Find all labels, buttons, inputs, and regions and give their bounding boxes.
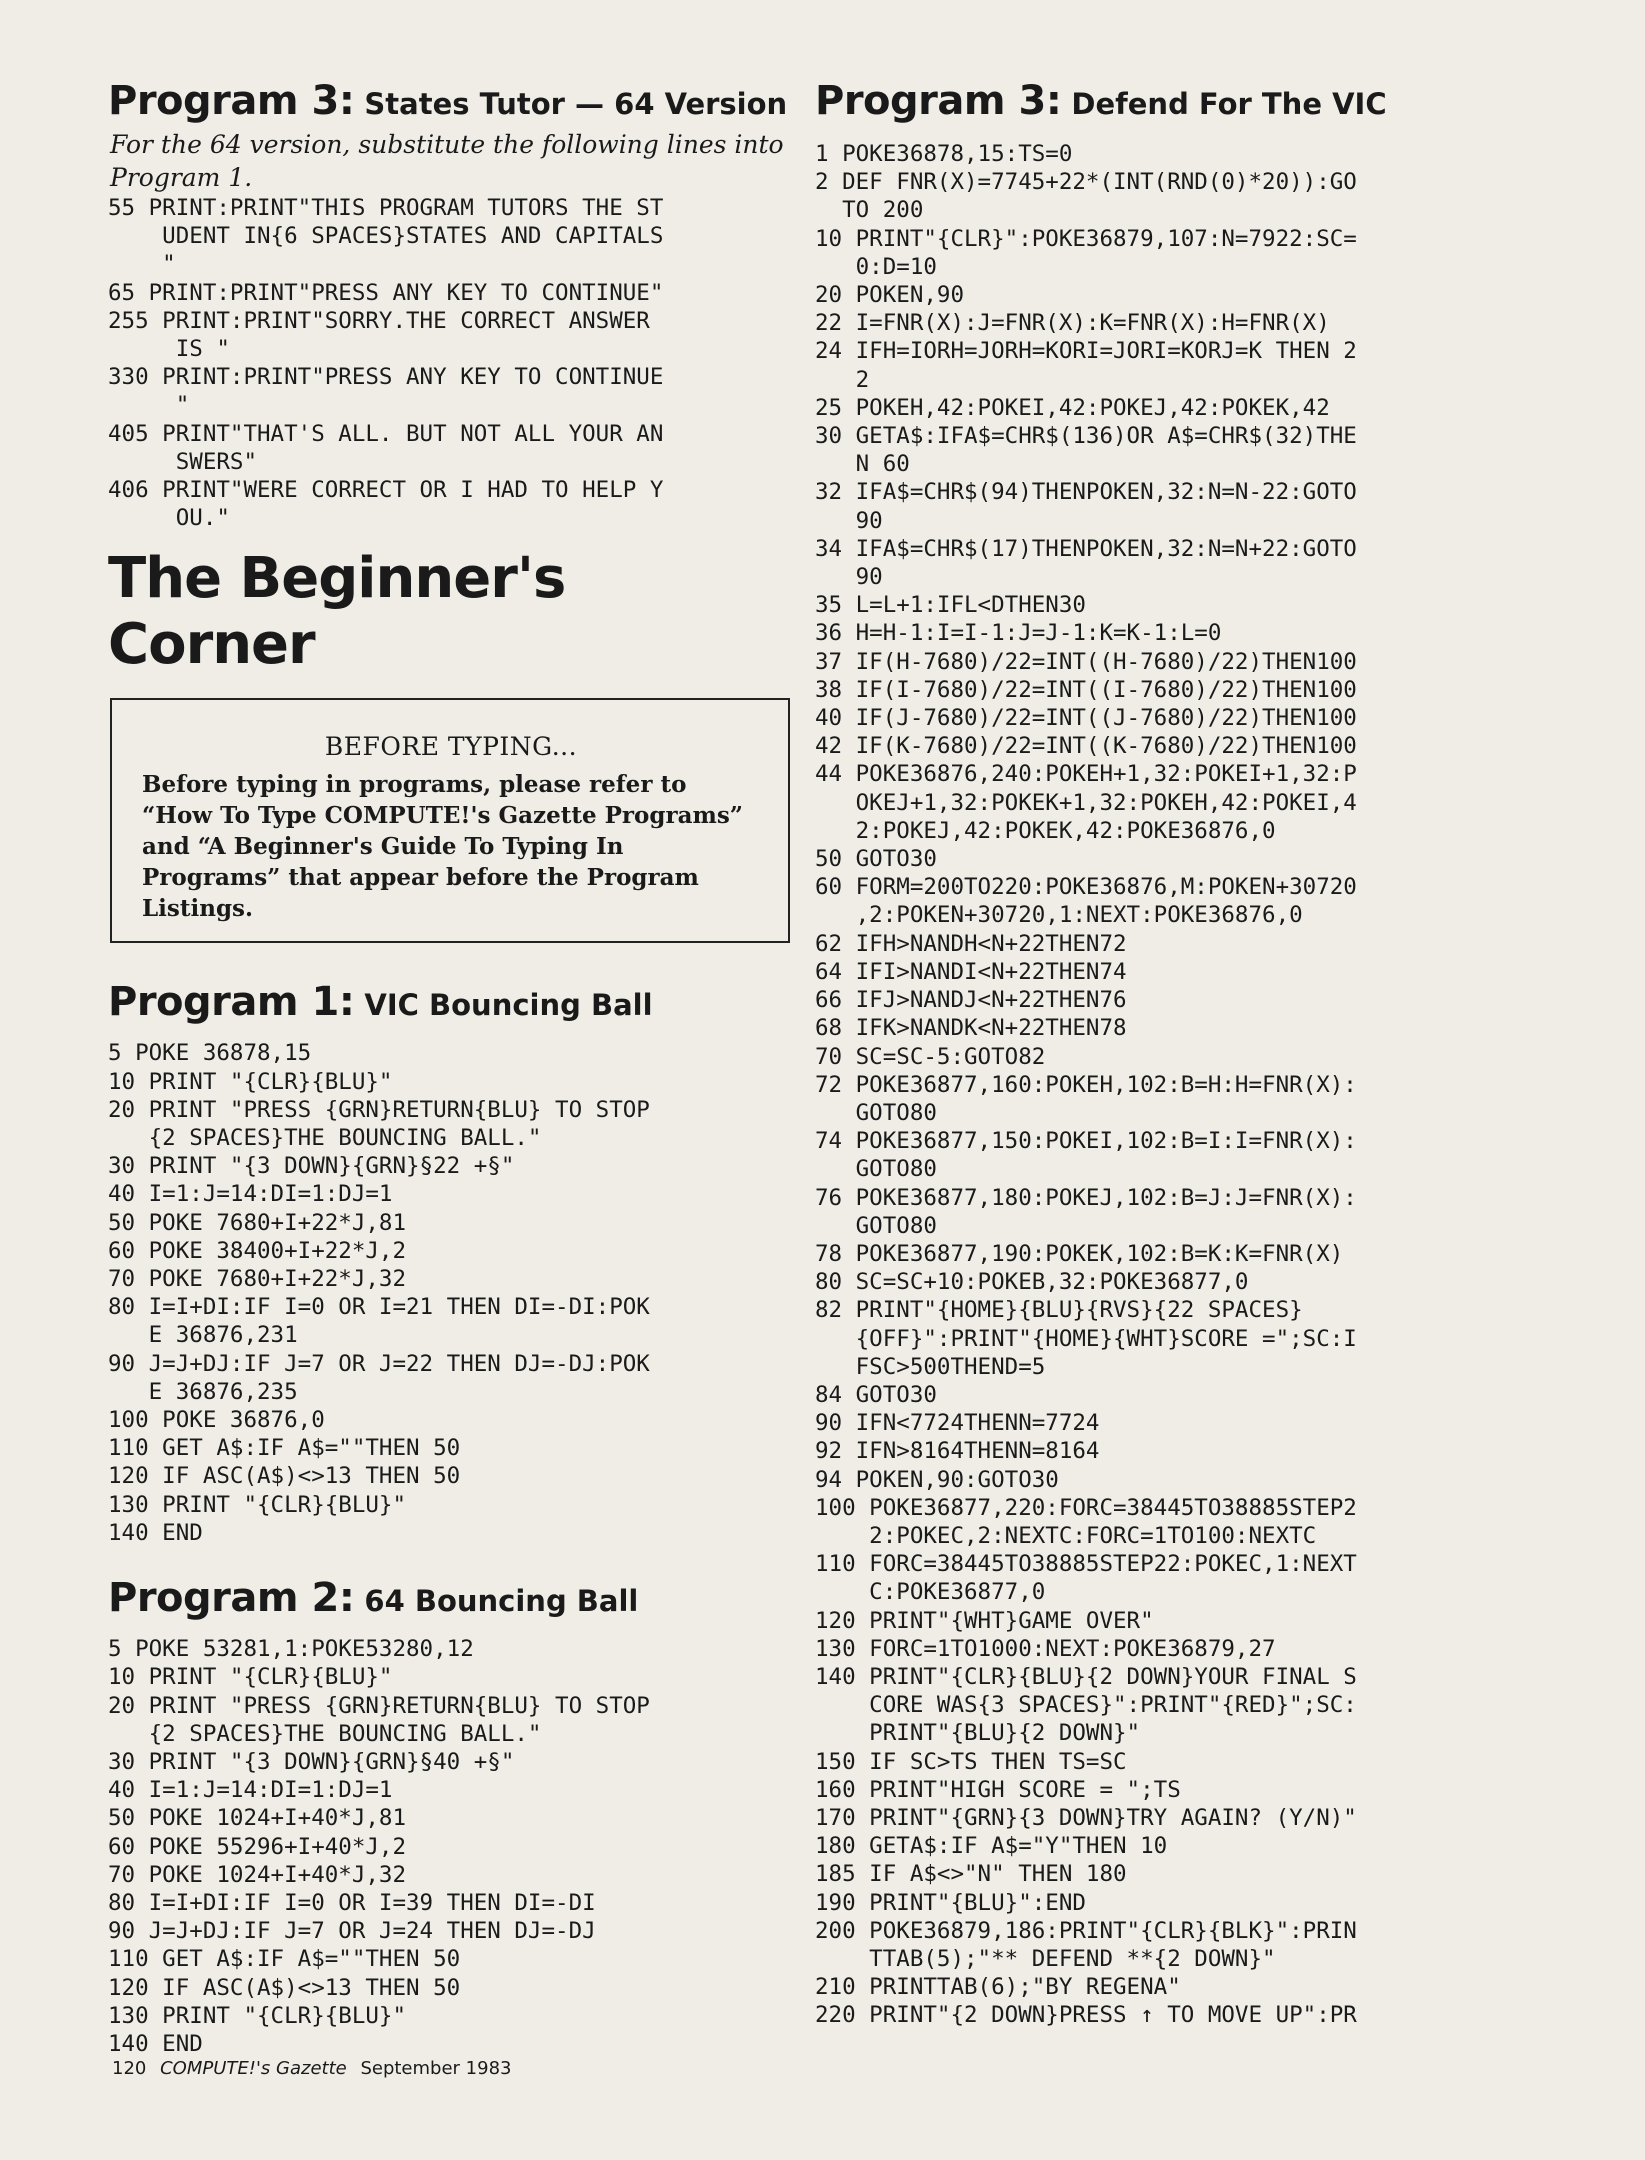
page-footer — [112, 2058, 511, 2079]
code-line: 66 IFJ>NANDJ<N+22THEN76 — [815, 987, 1127, 1014]
code-line: 2:POKEJ,42:POKEK,42:POKE36876,0 — [815, 817, 1276, 844]
code-line: 1 POKE36878,15:TS=0 — [815, 141, 1073, 167]
code-line: {OFF}":PRINT"{HOME}{WHT}SCORE =";SC:I — [815, 1325, 1357, 1352]
code-line: 40 IF(J-7680)/22=INT((J-7680)/22)THEN100 — [815, 705, 1357, 732]
code-line: 110 GET A$:IF A$=""THEN 50 — [108, 1946, 461, 1973]
code-line: E 36876,235 — [108, 1378, 298, 1405]
code-line: 80 I=I+DI:IF I=0 OR I=21 THEN DI=-DI:POK — [108, 1294, 650, 1321]
code-line: 2:POKEC,2:NEXTC:FORC=1TO100:NEXTC — [815, 1522, 1317, 1549]
code-line: 405 PRINT"THAT'S ALL. BUT NOT ALL YOUR AN — [108, 420, 664, 447]
program-title: Defend For The VIC — [1061, 87, 1387, 121]
code-line: 74 POKE36877,150:POKEI,102:B=I:I=FNR(X): — [815, 1128, 1357, 1155]
code-line: 37 IF(H-7680)/22=INT((H-7680)/22)THEN100 — [815, 648, 1357, 675]
code-line: 130 FORC=1TO1000:NEXT:POKE36879,27 — [815, 1635, 1276, 1662]
program-2-listing — [108, 1635, 808, 2058]
code-line: 30 GETA$:IFA$=CHR$(136)OR A$=CHR$(32)THE — [815, 423, 1357, 450]
code-line: 64 IFI>NANDI<N+22THEN74 — [815, 958, 1127, 985]
code-line: 330 PRINT:PRINT"PRESS ANY KEY TO CONTINUE — [108, 364, 664, 391]
code-line: 32 IFA$=CHR$(94)THENPOKEN,32:N=N-22:GOTO — [815, 479, 1357, 506]
code-line: 30 PRINT "{3 DOWN}{GRN}§40 +§" — [108, 1748, 515, 1775]
code-line: 70 POKE 1024+I+40*J,32 — [108, 1861, 407, 1888]
code-line: 70 POKE 7680+I+22*J,32 — [108, 1266, 407, 1293]
code-line: TTAB(5);"** DEFEND **{2 DOWN}" — [815, 1946, 1276, 1972]
program-3-64-heading — [108, 78, 808, 124]
code-line: 255 PRINT:PRINT"SORRY.THE CORRECT ANSWER — [108, 307, 650, 334]
program-number: Program 1: — [108, 979, 355, 1026]
code-line: GOTO80 — [815, 1156, 937, 1183]
code-line: OU." — [108, 505, 230, 532]
code-line: 72 POKE36877,160:POKEH,102:B=H:H=FNR(X): — [815, 1071, 1357, 1098]
code-line: 65 PRINT:PRINT"PRESS ANY KEY TO CONTINUE" — [108, 279, 664, 306]
code-line: CORE WAS{3 SPACES}":PRINT"{RED}";SC: — [815, 1692, 1357, 1719]
code-line: 35 L=L+1:IFL<DTHEN30 — [815, 592, 1086, 619]
program-2-heading — [108, 1575, 808, 1621]
code-line: TO 200 — [815, 197, 924, 224]
code-line: 100 POKE36877,220:FORC=38445TO38885STEP2 — [815, 1494, 1357, 1521]
program-3-64-intro: For the 64 version, substitute the following lines into Program 1. — [110, 130, 784, 192]
code-line: 200 POKE36879,186:PRINT"{CLR}{BLK}":PRIN — [815, 1917, 1357, 1944]
code-line: ,2:POKEN+30720,1:NEXT:POKE36876,0 — [815, 902, 1303, 929]
code-line: 20 PRINT "PRESS {GRN}RETURN{BLU} TO STOP — [108, 1692, 650, 1719]
code-line: 22 I=FNR(X):J=FNR(X):K=FNR(X):H=FNR(X) — [815, 310, 1330, 337]
code-line: 94 POKEN,90:GOTO30 — [815, 1466, 1059, 1493]
code-line: 140 END — [108, 2030, 203, 2057]
program-title: States Tutor — 64 Version — [354, 87, 788, 121]
code-line: PRINT"{BLU}{2 DOWN}" — [815, 1720, 1141, 1747]
code-line: C:POKE36877,0 — [815, 1579, 1046, 1606]
program-1-heading — [108, 979, 808, 1025]
code-line: 185 IF A$<>"N" THEN 180 — [815, 1861, 1127, 1888]
code-line: 82 PRINT"{HOME}{BLU}{RVS}{22 SPACES} — [815, 1297, 1303, 1324]
code-line: 0:D=10 — [815, 253, 937, 280]
code-line: 5 POKE 36878,15 — [108, 1040, 312, 1067]
code-line: 20 PRINT "PRESS {GRN}RETURN{BLU} TO STOP — [108, 1096, 650, 1123]
code-line: 5 POKE 53281,1:POKE53280,12 — [108, 1636, 474, 1663]
code-line: 100 POKE 36876,0 — [108, 1407, 325, 1434]
publication-name: COMPUTE!'s Gazette — [160, 2058, 347, 2079]
code-line: 2 — [815, 366, 870, 393]
code-line: GOTO80 — [815, 1212, 937, 1239]
code-line: UDENT IN{6 SPACES}STATES AND CAPITALS — [108, 223, 664, 250]
code-line: 40 I=1:J=14:DI=1:DJ=1 — [108, 1181, 393, 1208]
code-line: 140 PRINT"{CLR}{BLU}{2 DOWN}YOUR FINAL S — [815, 1663, 1357, 1690]
code-line: 80 SC=SC+10:POKEB,32:POKE36877,0 — [815, 1269, 1249, 1296]
code-line: 406 PRINT"WERE CORRECT OR I HAD TO HELP Y — [108, 477, 664, 504]
code-line: 170 PRINT"{GRN}{3 DOWN}TRY AGAIN? (Y/N)" — [815, 1804, 1357, 1831]
code-line: 60 POKE 55296+I+40*J,2 — [108, 1833, 407, 1860]
code-line: 84 GOTO30 — [815, 1381, 937, 1408]
code-line: 10 PRINT"{CLR}":POKE36879,107:N=7922:SC= — [815, 225, 1357, 252]
code-line: 50 GOTO30 — [815, 846, 937, 873]
code-line: 190 PRINT"{BLU}":END — [815, 1889, 1086, 1916]
code-line: 24 IFH=IORH=JORH=KORI=JORI=KORJ=K THEN 2 — [815, 338, 1357, 365]
code-line: 40 I=1:J=14:DI=1:DJ=1 — [108, 1777, 393, 1804]
code-line: 120 IF ASC(A$)<>13 THEN 50 — [108, 1974, 461, 2001]
code-line: 42 IF(K-7680)/22=INT((K-7680)/22)THEN100 — [815, 733, 1357, 760]
code-line: 10 PRINT "{CLR}{BLU}" — [108, 1664, 393, 1691]
before-typing-box — [110, 698, 790, 943]
title-line-1: The Beginner's — [108, 546, 566, 612]
code-line: " — [108, 251, 176, 278]
code-line: 34 IFA$=CHR$(17)THENPOKEN,32:N=N+22:GOTO — [815, 535, 1357, 562]
program-title: 64 Bouncing Ball — [354, 1584, 639, 1619]
code-line: 180 GETA$:IF A$="Y"THEN 10 — [815, 1833, 1168, 1860]
code-line: 62 IFH>NANDH<N+22THEN72 — [815, 930, 1127, 957]
code-line: {2 SPACES}THE BOUNCING BALL." — [108, 1125, 542, 1152]
code-line: 25 POKEH,42:POKEI,42:POKEJ,42:POKEK,42 — [815, 394, 1330, 421]
code-line: 160 PRINT"HIGH SCORE = ";TS — [815, 1776, 1181, 1803]
code-line: 80 I=I+DI:IF I=0 OR I=39 THEN DI=-DI — [108, 1889, 596, 1916]
code-line: 210 PRINTTAB(6);"BY REGENA" — [815, 1974, 1181, 2001]
page-number: 120 — [112, 2058, 147, 2079]
code-line: 20 POKEN,90 — [815, 282, 965, 309]
box-text: Before typing in programs, please refer to “How To Type COMPUTE!'s Gazette Programs” and “A Beginner's Guide To Typing In Programs” that appear before the Program Listings. — [142, 771, 743, 923]
code-line: 50 POKE 1024+I+40*J,81 — [108, 1805, 407, 1832]
code-line: 110 FORC=38445TO38885STEP22:POKEC,1:NEXT — [815, 1551, 1357, 1578]
right-column — [815, 78, 1515, 2030]
code-line: FSC>500THEND=5 — [815, 1353, 1046, 1380]
code-line: 120 PRINT"{WHT}GAME OVER" — [815, 1607, 1154, 1634]
left-column — [108, 78, 808, 2058]
program-3-vic-listing — [815, 140, 1515, 2030]
code-line: 110 GET A$:IF A$=""THEN 50 — [108, 1435, 461, 1462]
code-line: E 36876,231 — [108, 1322, 298, 1349]
program-number: Program 3: — [815, 78, 1062, 124]
code-line: 30 PRINT "{3 DOWN}{GRN}§22 +§" — [108, 1153, 515, 1180]
code-line: SWERS" — [108, 448, 258, 475]
code-line: 140 END — [108, 1519, 203, 1546]
code-line: 55 PRINT:PRINT"THIS PROGRAM TUTORS THE ST — [108, 195, 664, 221]
code-line: 38 IF(I-7680)/22=INT((I-7680)/22)THEN100 — [815, 676, 1357, 703]
program-title: VIC Bouncing Ball — [354, 988, 653, 1023]
program-3-64-listing — [108, 194, 808, 532]
code-line: 130 PRINT "{CLR}{BLU}" — [108, 2002, 407, 2029]
code-line: 36 H=H-1:I=I-1:J=J-1:K=K-1:L=0 — [815, 620, 1222, 647]
program-number: Program 2: — [108, 1575, 355, 1622]
code-line: 220 PRINT"{2 DOWN}PRESS ↑ TO MOVE UP":PR — [815, 2002, 1357, 2029]
code-line: 90 IFN<7724THENN=7724 — [815, 1410, 1100, 1437]
beginners-corner-title — [108, 546, 808, 678]
box-title: BEFORE TYPING... — [324, 732, 578, 762]
code-line: 2 DEF FNR(X)=7745+22*(INT(RND(0)*20)):GO — [815, 169, 1357, 196]
code-line: 60 POKE 38400+I+22*J,2 — [108, 1237, 407, 1264]
code-line: OKEJ+1,32:POKEK+1,32:POKEH,42:POKEI,4 — [815, 789, 1357, 816]
code-line: 78 POKE36877,190:POKEK,102:B=K:K=FNR(X) — [815, 1240, 1344, 1267]
code-line: IS " — [108, 336, 230, 363]
title-line-2: Corner — [108, 612, 315, 678]
code-line: GOTO80 — [815, 1099, 937, 1126]
program-1-listing — [108, 1039, 808, 1547]
program-3-vic-heading — [815, 78, 1515, 124]
code-line: 92 IFN>8164THENN=8164 — [815, 1438, 1100, 1465]
code-line: 44 POKE36876,240:POKEH+1,32:POKEI+1,32:P — [815, 761, 1357, 788]
issue-date: September 1983 — [360, 2058, 512, 2079]
code-line: " — [108, 392, 190, 419]
code-line: 90 J=J+DJ:IF J=7 OR J=24 THEN DJ=-DJ — [108, 1918, 596, 1945]
code-line: 90 — [815, 507, 883, 534]
code-line: 10 PRINT "{CLR}{BLU}" — [108, 1068, 393, 1095]
code-line: 68 IFK>NANDK<N+22THEN78 — [815, 1015, 1127, 1042]
code-line: 90 J=J+DJ:IF J=7 OR J=22 THEN DJ=-DJ:POK — [108, 1350, 650, 1377]
code-line: 120 IF ASC(A$)<>13 THEN 50 — [108, 1463, 461, 1490]
code-line: 76 POKE36877,180:POKEJ,102:B=J:J=FNR(X): — [815, 1184, 1357, 1211]
code-line: 90 — [815, 564, 883, 591]
code-line: 70 SC=SC-5:GOTO82 — [815, 1043, 1046, 1070]
code-line: N 60 — [815, 451, 910, 478]
program-number: Program 3: — [108, 78, 355, 124]
code-line: 60 FORM=200TO220:POKE36876,M:POKEN+30720 — [815, 874, 1357, 901]
code-line: 150 IF SC>TS THEN TS=SC — [815, 1748, 1127, 1775]
code-line: {2 SPACES}THE BOUNCING BALL." — [108, 1720, 542, 1747]
code-line: 130 PRINT "{CLR}{BLU}" — [108, 1491, 407, 1518]
code-line: 50 POKE 7680+I+22*J,81 — [108, 1209, 407, 1236]
